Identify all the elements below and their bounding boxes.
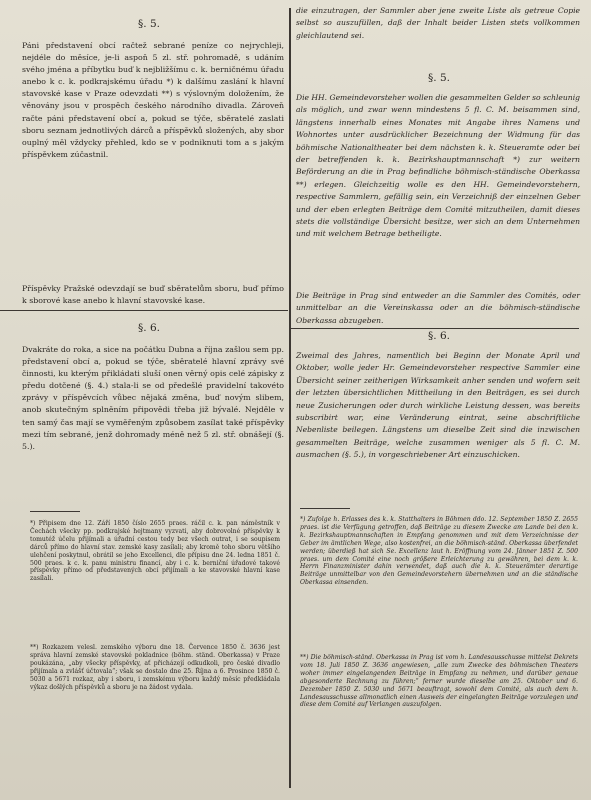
separator-rule (0, 310, 288, 311)
footnote-rule-de (300, 508, 350, 509)
footnote-2-cz: **) Rozkazem velesl. zemského výboru dne 18. Července 1850 č. 3636 jest správa hlavní zemské stavovské pokladnice (böhm. ständ. Oberkassa) v Praze poukázána, „aby všecky příspěvky, ať přicházejí odkudkoli, pro české divadlo přijímala a zvlášť účtovala“; však se dostalo dne 25. Října a 6. Prosince 1850 č. 5030 a 5671 rozkaz, aby i sboru, i zemskému výboru každý měsíc předkládala výkaz došlých příspěvků a sboru je na žádost vydala. (30, 644, 280, 691)
section-5-heading-cz: §. 5. (138, 18, 160, 30)
section-6-text-cz: Dvakráte do roka, a sice na počátku Dubna a října zašlou sem pp. představení obcí a, pokud se týče, sběratelé hlavní zprávy své činnosti, ku kterým přikládati sluší onen věrný opis celé zápisky z předu dotčené (§. 4.) stala-li se od předešlé pravidelní takovéto zprávy v příspěvcích vůbec nějaká změna, buď novým slibem, anob skutečným splněním připovědi třeba již bývalé. Nejděle v ten samý čas mají se vyměřeným způsobem zasílat také příspěvky mezi tím sebrané, jenž dohromady méně než 5 zl. stř. obnášejí (§. 5.). (22, 345, 284, 451)
prague-contributions-de: Die Beiträge in Prag sind entweder an die Sammler des Comités, oder unmittelbar an die Vereinskassa oder an die böhmisch-ständische Oberkassa abzugeben. (296, 291, 580, 325)
footnote-1-cz: *) Připisem dne 12. Září 1850 číslo 2655 praes. ráčil c. k. pan náměstník v Čechách všecky pp. podkrajské hejtmany vyzvati, aby dobrovolné příspěvky k tomutéž účelu přijímali a úřadní cestou tedy bez všech outrat, i se soupisem dárců přímo do hlavní stav. zemské kasy zasílali; aby kromě toho sboru většího ulehčení poskytnul, obrátil se jeho Excellenci, dle přípisu dne 24. ledna 1851 č. 500 praes. k c. k. panu ministru financí, aby i c. k. berniční úřadové takové příspěvky přímo od představených obcí přijímali a ke stavovské hlavní kase zasílali. (30, 520, 280, 583)
footnote-2-de: **) Die böhmisch-ständ. Oberkassa in Prag ist vom h. Landesausschusse mittelst Dekrets vom 18. Juli 1850 Z. 3636 angewiesen, „alle zum Zwecke des böhmischen Theaters woher immer eingelangenden Beiträge in Empfang zu nehmen, und darüber genaue abgesonderte Rechnung zu führen;“ ferner wurde dieselbe am 25. Oktober und 6. Dezember 1850 Z. 5030 und 5671 beauftragt, sowohl dem Comité, als auch dem h. Landesausschusse allmonatlich einen Ausweis der eingelangten Beiträge vorzulegen und diese dem Comité auf Verlangen auszufolgen. (300, 654, 578, 709)
prague-contributions-cz: Příspěvky Pražské odevzdají se buď sběratelům sboru, buď přímo k sborové kase anebo k hlavní stavovské kase. (22, 284, 284, 306)
intro-text-de: die einzutragen, der Sammler aber jene zweite Liste als getreue Copie selbst so auszufüllen, daß der Inhalt beider Listen stets vollkommen gleichlautend sei. (296, 6, 580, 40)
footnote-1-de: *) Zufolge h. Erlasses des k. k. Statthalters in Böhmen ddo. 12. September 1850 Z. 2655 praes. ist die Verfügung getroffen, daß Beiträge zu diesem Zwecke am Lande bei den k. k. Bezirkshauptmannschaften in Empfang genommen und mit dem Verzeichnisse der Geber im ämtlichen Wege, also kostenfrei, an die böhmisch-ständ. Oberkassa überfendet werden; überdieß hat sich Se. Excellenz laut h. Eröffnung vom 24. Jänner 1851 Z. 500 praes. um dem Comité eine noch größere Erleichterung zu gewähren, bei dem k. k. Herrn Finanzminister dahin verwendet, daß auch die k. k. Steuerämter derartige Beiträge unmittelbar von den Gemeindevorstehern übernehmen und an die ständische Oberkassa einsenden. (300, 516, 578, 587)
footnote-rule (30, 511, 80, 512)
section-6-heading-cz: §. 6. (138, 322, 160, 334)
section-5-text-de: Die HH. Gemeindevorsteher wollen die gesammelten Gelder so schleunig als möglich, und zwar wenn mindestens 5 fl. C. M. beisammen sind, längstens innerhalb eines Monates mit Angabe ihres Namens und Wohnortes unter ausdrücklicher Bezeichnung der Widmung für das böhmische Nationaltheater bei dem nächsten k. k. Steueramte oder bei der betreffenden k. k. Bezirkshauptmannschaft *) zur weitern Beförderung an die in Prag befindliche böhmisch-ständische Oberkassa **) erlegen. Gleichzeitig wolle es den HH. Gemeindevorstehern, respective Sammlern, gefällig sein, ein Verzeichniß der einzelnen Geber und der eben erlegten Beiträge dem Comité mitzutheilen, damit dieses stets die vollständige Übersicht besitze, wer sich an dem Unternehmen und mit welchem Betrage betheiligte. (296, 93, 580, 239)
section-6-heading-de: §. 6. (428, 330, 450, 342)
section-5-heading-de: §. 5. (428, 72, 450, 84)
column-divider (289, 8, 291, 788)
separator-rule-de (291, 328, 579, 329)
section-6-text-de: Zweimal des Jahres, namentlich bei Beginn der Monate April und Oktober, wolle jeder Hr. Gemeindevorsteher respective Sammler eine Übersicht seiner zeitherigen Wirksamkeit anher senden und wofern seit der letzten übersichtlichen Mittheilung in den Beiträgen, es sei durch neue Zusicherungen oder durch wirkliche Leistung dessen, was bereits subscribirt war, eine Veränderung eintrat, seine abschriftliche Nebenliste beilegen. Längstens um dieselbe Zeit sind die inzwischen gesammelten Beiträge, welche zusammen weniger als 5 fl. C. M. ausmachen (§. 5.), in vorgeschriebener Art einzuschicken. (296, 351, 580, 460)
section-5-text-cz: Páni představení obcí račtež sebrané peníze co nejrychleji, nejdéle do měsíce, je-li aspoň 5 zl. stř. pohromadě, s udáním svého jména a příbytku buď k nejbližšímu c. k. berničnému úřadu anebo k c. k. podkrajskému úřadu *) k dalšímu zaslání k hlavní stavovské kase v Praze odevzdati **) s výslovným doložením, že věnovány jsou v prospěch českého národního divadla. Zároveň račte páni představení obcí a, pokud se týče, sběratelé zaslati sboru seznam jednotlivých dárců a příspěvků složených, aby sbor ouplný měl vždycky přehled, kdo se v podniknuti tom a s jakým příspěvkem zúčastnil. (22, 41, 284, 159)
